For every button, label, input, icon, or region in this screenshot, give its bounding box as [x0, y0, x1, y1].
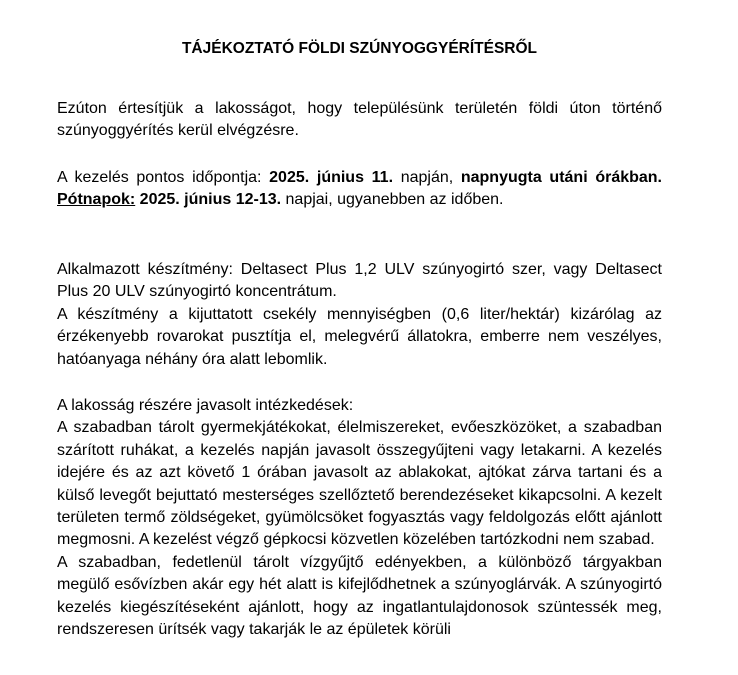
product-safety-paragraph: A készítmény a kijuttatott csekély mennyiségben (0,6 liter/hektár) kizárólag az érzékenyebb rovarokat pusztítja el, melegvérű állatokra, emberre nem veszélyes, hatóanyaga néhány óra alatt lebomlik. — [57, 305, 662, 368]
schedule-tail-text: napjai, ugyanebben az időben. — [281, 191, 504, 209]
schedule-paragraph — [57, 167, 662, 212]
schedule-label: A kezelés pontos időpontja: — [57, 169, 270, 186]
measures-section — [57, 395, 662, 641]
intro-paragraph: Ezúton értesítjük a lakosságot, hogy településünk területén földi úton történő szúnyoggyérítés kerül elvégzésre. — [57, 100, 662, 140]
schedule-mid-text: napján, — [393, 169, 461, 186]
treatment-time: napnyugta utáni órákban. — [460, 169, 662, 186]
measures-heading: A lakosság részére javasolt intézkedések: — [57, 397, 354, 414]
measures-paragraph-1: A szabadban tárolt gyermekjátékokat, élelmiszereket, evőeszközöket, a szabadban szárított ruhákat, a kezelés napján javasolt összegyűjteni vagy letakarni. A kezelés idejére és az azt követő 1 órában javasolt az ablakokat, ajtókat zárva tartani és a külső levegőt bejuttató mesterséges szellőztető berendezéseket kikapcsolni. A kezelt területen termő zöldségeket, gyümölcsöket fogyasztás vagy feldolgozás előtt ajánlott megmosni. A kezelést végző gépkocsi közvetlen közelében tartózkodni nem szabad. — [57, 419, 662, 549]
product-section — [57, 259, 662, 371]
backup-days-date: 2025. június 12-13. — [135, 191, 282, 209]
treatment-date: 2025. június 11. — [269, 169, 394, 186]
document-title: TÁJÉKOZTATÓ FÖLDI SZÚNYOGGYÉRÍTÉSRŐL — [181, 40, 538, 57]
product-name-paragraph: Alkalmazott készítmény: Deltasect Plus 1,2 ULV szúnyogirtó szer, vagy Deltasect Plus 20 ULV szúnyogirtó koncentrátum. — [57, 261, 662, 301]
backup-days-label: Pótnapok: — [57, 191, 136, 209]
measures-paragraph-2: A szabadban, fedetlenül tárolt vízgyűjtő edényekben, a különböző tárgyakban megülő esővízben akár egy hét alatt is kifejlődhetnek a szúnyoglárvák. A szúnyogirtó kezelés kiegészítéseként ajánlott, hogy az ingatlantulajdonosok szüntessék meg, rendszeresen ürítsék vagy takarják le az épületek körüli — [57, 553, 662, 639]
